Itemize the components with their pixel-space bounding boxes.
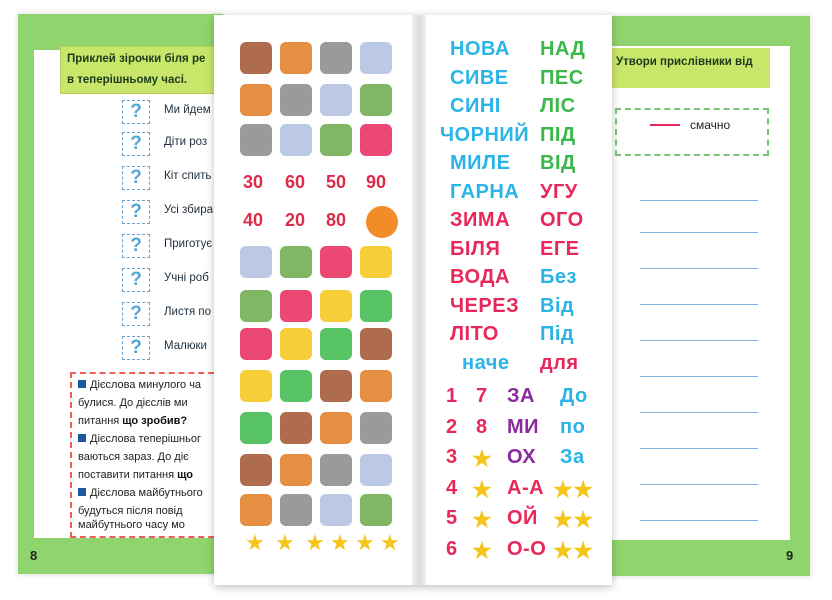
answer-line xyxy=(640,448,758,449)
syllable-sticker[interactable]: А-А xyxy=(507,476,545,499)
star-sticker[interactable]: ★ xyxy=(275,530,295,555)
word-sticker[interactable]: наче xyxy=(462,351,510,374)
word-sticker[interactable]: ОГО xyxy=(540,209,584,231)
animal-sticker[interactable] xyxy=(280,84,312,116)
number-sticker[interactable]: 1 xyxy=(446,385,458,407)
sticker-slot[interactable]: ? xyxy=(122,132,150,156)
page-number-right: 9 xyxy=(786,548,794,563)
question-row xyxy=(122,200,222,224)
fruit-sticker[interactable] xyxy=(240,412,272,444)
right-page-bottom-border xyxy=(605,540,810,576)
right-instruction-box xyxy=(610,48,770,88)
rule-line-6: поставити питання що xyxy=(78,469,193,481)
object-sticker[interactable] xyxy=(320,370,352,402)
object-sticker[interactable] xyxy=(360,328,392,360)
word-sticker[interactable]: ЛІС xyxy=(540,95,576,117)
rule-line-5: ваються зараз. До діє xyxy=(78,451,189,463)
page-number-left: 8 xyxy=(30,548,38,563)
word-sticker[interactable]: ПІД xyxy=(540,123,576,146)
number-sticker[interactable]: 5 xyxy=(446,507,458,529)
arrow-bullet-icon xyxy=(78,434,86,442)
syllable-sticker[interactable]: ЗА xyxy=(507,385,535,407)
word-sticker[interactable]: Від xyxy=(540,294,575,317)
number-sticker[interactable]: 8 xyxy=(476,415,488,438)
object-sticker[interactable] xyxy=(280,328,312,360)
question-text: Малюки xyxy=(164,340,207,352)
example-arrow-icon xyxy=(650,124,680,126)
object-sticker[interactable] xyxy=(240,290,272,322)
rule-line-4: Дієслова теперішньог xyxy=(78,430,201,448)
object-sticker[interactable] xyxy=(240,246,272,278)
word-sticker[interactable]: НАД xyxy=(540,38,586,60)
rule-line-3: питання що зробив? xyxy=(78,415,188,427)
toy-sticker[interactable] xyxy=(360,494,392,526)
animal-sticker[interactable] xyxy=(360,42,392,74)
fruit-sticker[interactable] xyxy=(320,412,352,444)
left-page-side-border xyxy=(18,14,34,574)
question-row xyxy=(122,132,222,156)
left-instruction-line1: Приклей зірочки біля ре xyxy=(67,53,206,65)
word-sticker[interactable]: Під xyxy=(540,323,575,345)
star-sticker[interactable]: ★ xyxy=(472,507,493,532)
syllable-sticker[interactable]: ОХ xyxy=(507,446,537,468)
star-sticker[interactable]: ★★ xyxy=(553,537,594,563)
number-sticker[interactable]: 4 xyxy=(446,476,458,499)
object-sticker[interactable] xyxy=(280,370,312,402)
syllable-sticker[interactable]: За xyxy=(560,446,585,468)
question-text: Ми йдем xyxy=(164,104,211,116)
answer-line xyxy=(640,376,758,377)
object-sticker[interactable] xyxy=(320,246,352,278)
right-page-top-border xyxy=(605,16,810,46)
word-sticker[interactable]: Без xyxy=(540,266,577,288)
left-page-top-border xyxy=(18,14,223,50)
toy-sticker[interactable] xyxy=(280,494,312,526)
question-text: Кіт спить xyxy=(164,170,212,182)
object-sticker[interactable] xyxy=(360,246,392,278)
word-sticker[interactable]: БІЛЯ xyxy=(450,237,501,260)
word-sticker[interactable]: ЕГЕ xyxy=(540,237,580,260)
object-sticker[interactable] xyxy=(240,370,272,402)
toy-sticker[interactable] xyxy=(240,454,272,486)
object-sticker[interactable] xyxy=(320,124,352,156)
orange-sticker[interactable] xyxy=(366,206,398,238)
question-text: Приготує xyxy=(164,238,213,250)
word-sticker[interactable]: ВОДА xyxy=(450,266,510,288)
question-row xyxy=(122,302,222,326)
word-sticker[interactable]: МИЛЕ xyxy=(450,152,511,174)
object-sticker[interactable] xyxy=(240,328,272,360)
sticker-slot[interactable]: ? xyxy=(122,166,150,190)
word-sticker[interactable]: ЗИМА xyxy=(450,209,511,231)
object-sticker[interactable] xyxy=(280,290,312,322)
number-sticker[interactable]: 40 xyxy=(243,210,264,230)
star-sticker[interactable]: ★ xyxy=(305,530,325,555)
answer-line xyxy=(640,304,758,305)
toy-sticker[interactable] xyxy=(320,494,352,526)
sticker-slot[interactable]: ? xyxy=(122,268,150,292)
object-sticker[interactable] xyxy=(320,290,352,322)
animal-sticker[interactable] xyxy=(360,84,392,116)
rule-line-7: Дієслова майбутнього xyxy=(78,484,203,502)
star-sticker[interactable]: ★ xyxy=(472,476,493,502)
syllable-sticker[interactable]: До xyxy=(560,385,588,407)
star-sticker[interactable]: ★★ xyxy=(553,507,594,532)
number-sticker[interactable]: 7 xyxy=(476,385,488,407)
fruit-sticker[interactable] xyxy=(360,412,392,444)
object-sticker[interactable] xyxy=(240,124,272,156)
number-sticker[interactable]: 90 xyxy=(366,172,387,192)
word-sticker[interactable]: НОВА xyxy=(450,38,510,60)
star-sticker[interactable]: ★ xyxy=(245,530,265,555)
syllable-sticker[interactable]: О-О xyxy=(507,537,547,560)
syllable-sticker[interactable]: по xyxy=(560,415,586,438)
toy-sticker[interactable] xyxy=(280,454,312,486)
answer-line xyxy=(640,484,758,485)
answer-line xyxy=(640,268,758,269)
object-sticker[interactable] xyxy=(360,370,392,402)
toy-sticker[interactable] xyxy=(320,454,352,486)
arrow-bullet-icon xyxy=(78,488,86,496)
syllable-sticker[interactable]: ОЙ xyxy=(507,507,538,529)
question-row xyxy=(122,336,222,360)
star-sticker[interactable]: ★ xyxy=(380,530,400,555)
sticker-slot[interactable]: ? xyxy=(122,200,150,224)
number-sticker[interactable]: 60 xyxy=(285,172,306,192)
object-sticker[interactable] xyxy=(280,124,312,156)
fruit-sticker[interactable] xyxy=(280,412,312,444)
number-sticker[interactable]: 50 xyxy=(326,172,347,192)
star-sticker[interactable]: ★ xyxy=(330,530,350,555)
number-sticker[interactable]: 2 xyxy=(446,415,458,438)
example-box xyxy=(615,108,769,156)
question-row xyxy=(122,166,222,190)
animal-sticker[interactable] xyxy=(280,42,312,74)
rule-line-2: булися. До дієслів ми xyxy=(78,397,188,409)
answer-line xyxy=(640,520,758,521)
left-page-bottom-border xyxy=(18,538,223,574)
star-sticker[interactable]: ★★ xyxy=(553,476,594,502)
sticker-slot[interactable]: ? xyxy=(122,302,150,326)
object-sticker[interactable] xyxy=(360,290,392,322)
star-sticker[interactable]: ★ xyxy=(472,537,493,563)
object-sticker[interactable] xyxy=(280,246,312,278)
question-text: Діти роз xyxy=(164,136,208,148)
question-text: Листя по xyxy=(164,306,212,318)
question-row xyxy=(122,100,222,124)
right-page-side-border xyxy=(790,16,810,576)
word-sticker[interactable]: ЧОРНИЙ xyxy=(440,123,530,146)
number-sticker[interactable]: 6 xyxy=(446,537,458,560)
object-sticker[interactable] xyxy=(320,328,352,360)
question-row xyxy=(122,234,222,258)
answer-line xyxy=(640,340,758,341)
answer-line xyxy=(640,232,758,233)
toy-sticker[interactable] xyxy=(240,494,272,526)
question-text: Усі збира xyxy=(164,204,213,216)
word-sticker[interactable]: СИВЕ xyxy=(450,66,509,89)
star-sticker[interactable]: ★ xyxy=(355,530,375,555)
number-sticker[interactable]: 20 xyxy=(285,210,306,230)
arrow-bullet-icon xyxy=(78,380,86,388)
sticker-slot[interactable]: ? xyxy=(122,336,150,360)
word-sticker[interactable]: СИНІ xyxy=(450,95,501,117)
number-sticker[interactable]: 30 xyxy=(243,172,264,192)
word-sticker[interactable]: для xyxy=(540,351,579,374)
left-instruction-box xyxy=(60,46,222,94)
rule-line-9: майбутнього часу мо xyxy=(78,519,185,531)
question-row xyxy=(122,268,222,292)
animal-sticker[interactable] xyxy=(240,42,272,74)
number-sticker[interactable]: 3 xyxy=(446,446,458,468)
left-instruction-line2: в теперішньому часі. xyxy=(67,74,188,86)
animal-sticker[interactable] xyxy=(240,84,272,116)
syllable-sticker[interactable]: МИ xyxy=(507,415,540,438)
star-sticker[interactable]: ★ xyxy=(472,446,493,471)
answer-line xyxy=(640,412,758,413)
object-sticker[interactable] xyxy=(360,124,392,156)
sticker-sheet-fold xyxy=(412,15,426,585)
rule-line-8: будуться після повід xyxy=(78,505,183,517)
animal-sticker[interactable] xyxy=(320,84,352,116)
word-sticker[interactable]: ПЕС xyxy=(540,66,584,89)
answer-line xyxy=(640,200,758,201)
word-sticker[interactable]: УГУ xyxy=(540,180,578,203)
sticker-slot[interactable]: ? xyxy=(122,234,150,258)
question-text: Учні роб xyxy=(164,272,209,284)
sticker-slot[interactable]: ? xyxy=(122,100,150,124)
toy-sticker[interactable] xyxy=(360,454,392,486)
number-sticker[interactable]: 80 xyxy=(326,210,347,230)
word-sticker[interactable]: ЧЕРЕЗ xyxy=(450,294,520,317)
word-sticker[interactable]: ГАРНА xyxy=(450,180,520,203)
rule-line-1: Дієслова минулого ча xyxy=(78,376,201,394)
right-instruction-text: Утвори прислівники від xyxy=(616,56,753,68)
example-word: смачно xyxy=(690,118,731,132)
animal-sticker[interactable] xyxy=(320,42,352,74)
word-sticker[interactable]: ЛІТО xyxy=(450,323,499,345)
word-sticker[interactable]: ВІД xyxy=(540,152,576,174)
